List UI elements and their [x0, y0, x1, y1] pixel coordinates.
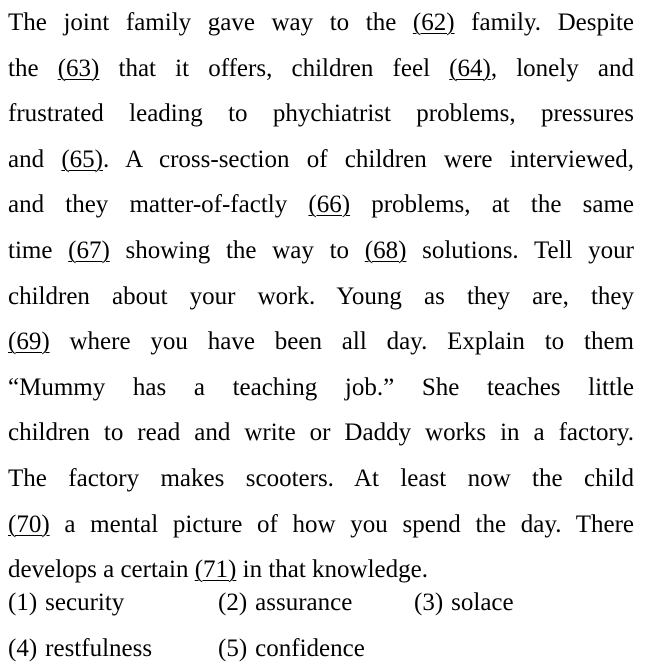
passage-text: the — [8, 54, 58, 82]
option-number: (2) — [218, 589, 248, 616]
passage-text: and — [8, 145, 62, 173]
passage-text: problems, at the same — [350, 191, 634, 219]
passage-line — [8, 182, 634, 228]
passage-line — [8, 0, 634, 46]
option-2 — [218, 580, 352, 626]
passage-text: The joint family gave way to the — [8, 9, 413, 36]
passage-text: frustrated leading to phychiatrist problems, pressures — [8, 100, 634, 128]
passage-line — [8, 365, 634, 411]
blank-number: (70) — [8, 510, 50, 538]
passage-text: time — [8, 236, 69, 264]
passage-text: where you have been all day. Explain to them — [49, 328, 634, 356]
blank-number: (69) — [8, 328, 50, 356]
blank-number: (68) — [364, 236, 407, 264]
answer-options — [8, 580, 638, 671]
passage-line — [8, 91, 634, 137]
blank-number: (65) — [61, 145, 103, 173]
passage-text: “Mummy has a teaching job.” She teaches little — [8, 373, 634, 401]
passage-line — [8, 502, 634, 548]
passage-line — [8, 137, 634, 183]
passage-line — [8, 228, 634, 274]
option-1 — [8, 580, 124, 626]
passage-text: children to read and write or Daddy works in a factory. — [8, 419, 634, 447]
option-3 — [414, 580, 514, 626]
blank-number: (66) — [308, 191, 351, 219]
passage-line — [8, 274, 634, 320]
option-number: (4) — [8, 634, 38, 662]
options-row-2 — [8, 626, 638, 671]
passage-text: showing the way to — [109, 236, 365, 264]
passage-text: in that knowledge. — [236, 556, 429, 584]
option-4 — [8, 626, 152, 671]
passage-text: . A cross-section of children were interviewed, — [102, 145, 634, 173]
passage-text: a mental picture of how you spend the day. There — [49, 510, 634, 538]
option-number: (5) — [218, 634, 248, 662]
blank-number: (62) — [412, 9, 455, 36]
passage-text: The factory makes scooters. At least now the child — [8, 464, 634, 492]
blank-number: (63) — [57, 54, 100, 82]
passage-text: that it offers, children feel — [99, 54, 450, 82]
passage-text: and they matter-of-factly — [8, 191, 309, 219]
option-number: (1) — [8, 589, 38, 616]
blank-number: (67) — [68, 236, 110, 264]
passage-line — [8, 319, 634, 365]
passage-line — [8, 456, 634, 502]
option-text: confidence — [255, 634, 365, 662]
passage-line — [8, 46, 634, 92]
blank-number: (71) — [194, 556, 237, 584]
passage-text: solutions. Tell your — [406, 236, 634, 264]
option-text: solace — [451, 589, 514, 616]
blank-number: (64) — [449, 54, 491, 82]
passage-text: children about your work. Young as they are, they — [8, 282, 634, 310]
passage-text: family. Despite — [454, 9, 634, 36]
options-row-1 — [8, 580, 638, 626]
option-text: assurance — [255, 589, 353, 616]
option-number: (3) — [414, 589, 444, 616]
passage — [8, 0, 634, 593]
passage-line — [8, 410, 634, 456]
option-text: security — [45, 589, 125, 616]
passage-text: develops a certain — [8, 556, 195, 584]
option-text: restfulness — [45, 634, 153, 662]
passage-text: , lonely and — [490, 54, 634, 82]
option-5 — [218, 626, 365, 671]
